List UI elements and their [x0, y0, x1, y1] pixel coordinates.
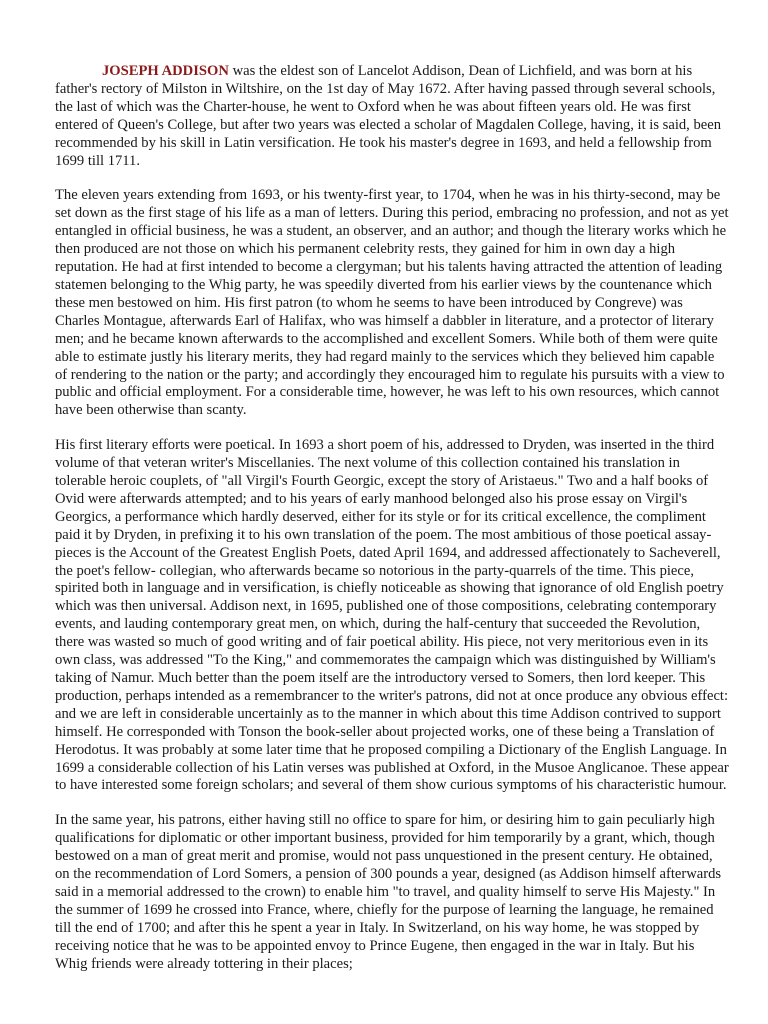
- subject-name: JOSEPH ADDISON: [102, 63, 229, 79]
- paragraph-1: [55, 63, 730, 170]
- paragraph-2: The eleven years extending from 1693, or his twenty-first year, to 1704, when he was in his thirty-second, may be set down as the first stage of his life as a man of letters. During this period, embracing no profession, and not as yet entangled in official business, he was a student, an observer, and an author; and though the literary works which he then produced are not those on which his permanent celebrity rests, they gained for him in own day a high reputation. He had at first intended to become a clergyman; but his talents having attracted the attention of leading statemen belonging to the Whig party, he was speedily diverted from his earlier views by the countenance which these men bestowed on him. His first patron (to whom he seems to have been introduced by Congreve) was Charles Montague, afterwards Earl of Halifax, who was himself a dabbler in literature, and a protector of literary men; and he became known afterwards to the accomplished and excellent Somers. While both of them were quite able to estimate justly his literary merits, they had regard mainly to the services which they believed him capable of rendering to the nation or the party; and accordingly they encouraged him to regulate his pursuits with a view to public and official employment. For a considerable time, however, he was left to his own resources, which cannot have been otherwise than scanty.: [55, 187, 729, 419]
- paragraph-1-text: was the eldest son of Lancelot Addison, Dean of Lichfield, and was born at his father's rectory of Milston in Wiltshire, on the 1st day of May 1672. After having passed through several schools, the last of which was the Charter-house, he went to Oxford when he was about fifteen years old. He was first entered of Queen's College, but after two years was elected a scholar of Magdalen College, having, it is said, been recommended by his skill in Latin versification. He took his master's degree in 1693, and held a fellowship from 1699 till 1711.: [55, 63, 722, 169]
- paragraph-3: His first literary efforts were poetical. In 1693 a short poem of his, addressed to Dryden, was inserted in the third volume of that veteran writer's Miscellanies. The next volume of this collection contained his translation in tolerable heroic couplets, of "all Virgil's Fourth Georgic, except the story of Aristaeus." Two and a half books of Ovid were afterwards attempted; and to his years of early manhood belonged also his prose essay on Virgil's Georgics, a performance which hardly deserved, either for its style or for its critical excellence, the compliment paid it by Dryden, in prefixing it to his own translation of the poem. The most ambitious of those poetical assay-pieces is the Account of the Greatest English Poets, dated April 1694, and addressed affectionately to Sacheverell, the poet's fellow- collegian, who afterwards became so notorious in the party-quarrels of the time. This piece, spirited both in language and in versification, is chiefly noticeable as showing that ignorance of old English poetry which was then universal. Addison next, in 1695, published one of those compositions, celebrating contemporary events, and lauding contemporary great men, on which, during the half-century that succeeded the Revolution, there was wasted so much of good writing and of fair poetical ability. His piece, not very meritorious even in its own class, was addressed "To the King," and commemorates the campaign which was distinguished by William's taking of Namur. Much better than the poem itself are the introductory versed to Somers, then lord keeper. This production, perhaps intended as a remembrancer to the writer's patrons, did not at once produce any obvious effect: and we are left in considerable uncertainly as to the manner in which about this time Addison contrived to support himself. He corresponded with Tonson the book-seller about projected works, one of these being a Translation of Herodotus. It was probably at some later time that he proposed compiling a Dictionary of the English Language. In 1699 a considerable collection of his Latin verses was published at Oxford, in the Musoe Anglicanoe. These appear to have interested some foreign scholars; and several of them show curious symptoms of his characteristic humour.: [55, 437, 729, 794]
- paragraph-4: In the same year, his patrons, either having still no office to spare for him, or desiring him to gain peculiarly high qualifications for diplomatic or other important business, provided for him temporarily by a grant, which, though bestowed on a man of great merit and promise, would not pass unquestioned in the present century. He obtained, on the recommendation of Lord Somers, a pension of 300 pounds a year, designed (as Addison himself afterwards said in a memorial addressed to the crown) to enable him "to travel, and quality himself to serve His Majesty." In the summer of 1699 he crossed into France, where, chiefly for the purpose of learning the language, he remained till the end of 1700; and after this he spent a year in Italy. In Switzerland, on his way home, he was stopped by receiving notice that he was to be appointed envoy to Prince Eugene, then engaged in the war in Italy. But his Whig friends were already tottering in their places;: [55, 812, 722, 972]
